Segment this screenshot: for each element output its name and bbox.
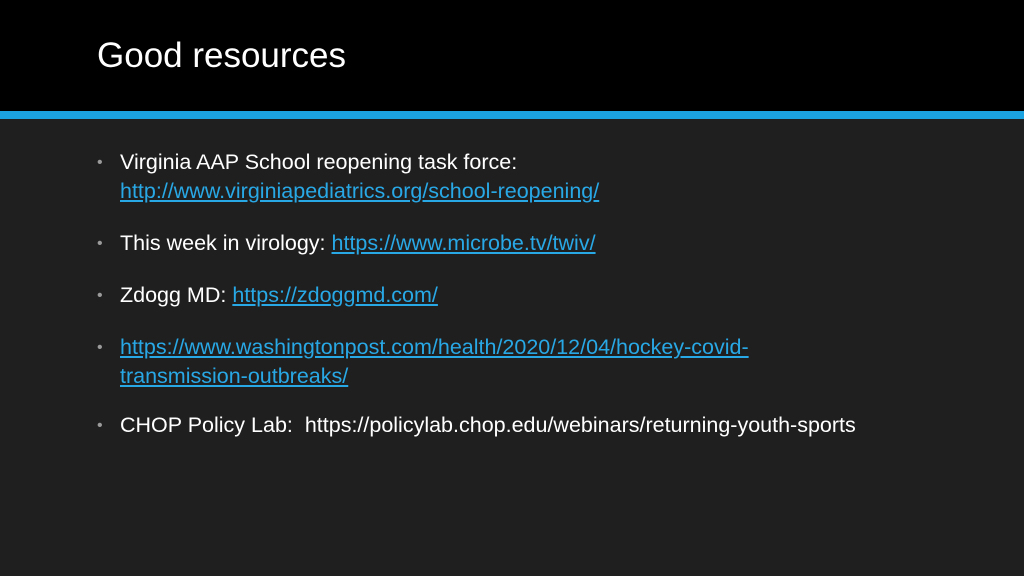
bullet-label: This week in virology: — [120, 231, 326, 255]
bullet-label: CHOP Policy Lab: — [120, 413, 293, 437]
bullet-twiv — [97, 229, 980, 258]
bullet-chop-policy-lab — [97, 411, 980, 440]
slide-title: Good resources — [97, 36, 347, 75]
zdoggmd-link[interactable]: https://zdoggmd.com/ — [232, 283, 438, 307]
bullet-dot: • — [97, 287, 103, 304]
bullet-dot: • — [97, 235, 103, 252]
bullet-zdogg — [97, 281, 980, 310]
bullet-dot: • — [97, 154, 103, 171]
chop-policy-lab-url: https://policylab.chop.edu/webinars/returning-youth-sports — [304, 413, 856, 437]
bullet-washington-post — [97, 333, 980, 391]
twiv-link[interactable]: https://www.microbe.tv/twiv/ — [331, 231, 596, 255]
bullet-dot: • — [97, 339, 103, 356]
washington-post-link-line2[interactable]: transmission-outbreaks/ — [120, 364, 349, 388]
bullet-virginia-aap — [97, 148, 980, 206]
bullet-dot: • — [97, 417, 103, 434]
bullet-label: Zdogg MD: — [120, 283, 227, 307]
title-bar — [0, 0, 1024, 111]
accent-divider — [0, 111, 1024, 119]
virginia-pediatrics-link[interactable]: http://www.virginiapediatrics.org/school-reopening/ — [120, 179, 600, 203]
bullet-label: Virginia AAP School reopening task force: — [120, 150, 518, 174]
washington-post-link-line1[interactable]: https://www.washingtonpost.com/health/2020/12/04/hockey-covid- — [120, 335, 749, 359]
